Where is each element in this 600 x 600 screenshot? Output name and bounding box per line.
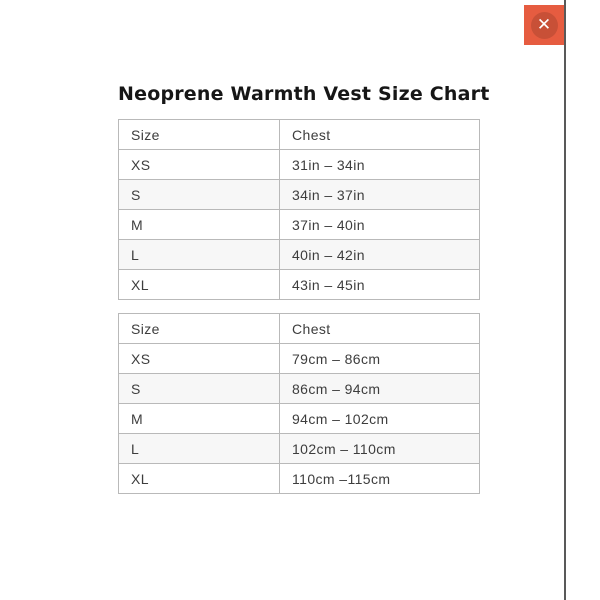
chest-cell: 40in – 42in [280,240,480,270]
chest-cell: 37in – 40in [280,210,480,240]
size-cell: S [119,374,280,404]
table-row [119,150,480,180]
size-cell: XS [119,344,280,374]
size-cell: XL [119,270,280,300]
chest-cell: 110cm –115cm [280,464,480,494]
table-row [119,270,480,300]
table-row [119,434,480,464]
table-row [119,180,480,210]
chest-header-cell: Chest [280,314,480,344]
chest-header-cell: Chest [280,120,480,150]
chest-cell: 102cm – 110cm [280,434,480,464]
close-icon-halo [531,12,558,39]
table-row [119,404,480,434]
table-gap [118,300,480,313]
table-row [119,464,480,494]
size-header-cell: Size [119,120,280,150]
size-cell: M [119,210,280,240]
size-table-cm [118,313,480,494]
close-button[interactable] [524,5,564,45]
table-header-row [119,120,480,150]
size-table-inches [118,119,480,300]
table-row [119,374,480,404]
chest-cell: 31in – 34in [280,150,480,180]
size-chart-title: Neoprene Warmth Vest Size Chart [118,83,490,105]
size-cell: M [119,404,280,434]
chest-cell: 86cm – 94cm [280,374,480,404]
size-cell: S [119,180,280,210]
table-header-row [119,314,480,344]
close-icon: ✕ [536,14,552,35]
chest-cell: 94cm – 102cm [280,404,480,434]
size-header-cell: Size [119,314,280,344]
chest-cell: 79cm – 86cm [280,344,480,374]
size-cell: L [119,240,280,270]
table-row [119,240,480,270]
chest-cell: 34in – 37in [280,180,480,210]
drawer-edge-line [564,0,566,600]
chest-cell: 43in – 45in [280,270,480,300]
size-cell: L [119,434,280,464]
table-row [119,344,480,374]
size-chart-modal-content [118,82,490,494]
size-cell: XL [119,464,280,494]
table-row [119,210,480,240]
size-cell: XS [119,150,280,180]
